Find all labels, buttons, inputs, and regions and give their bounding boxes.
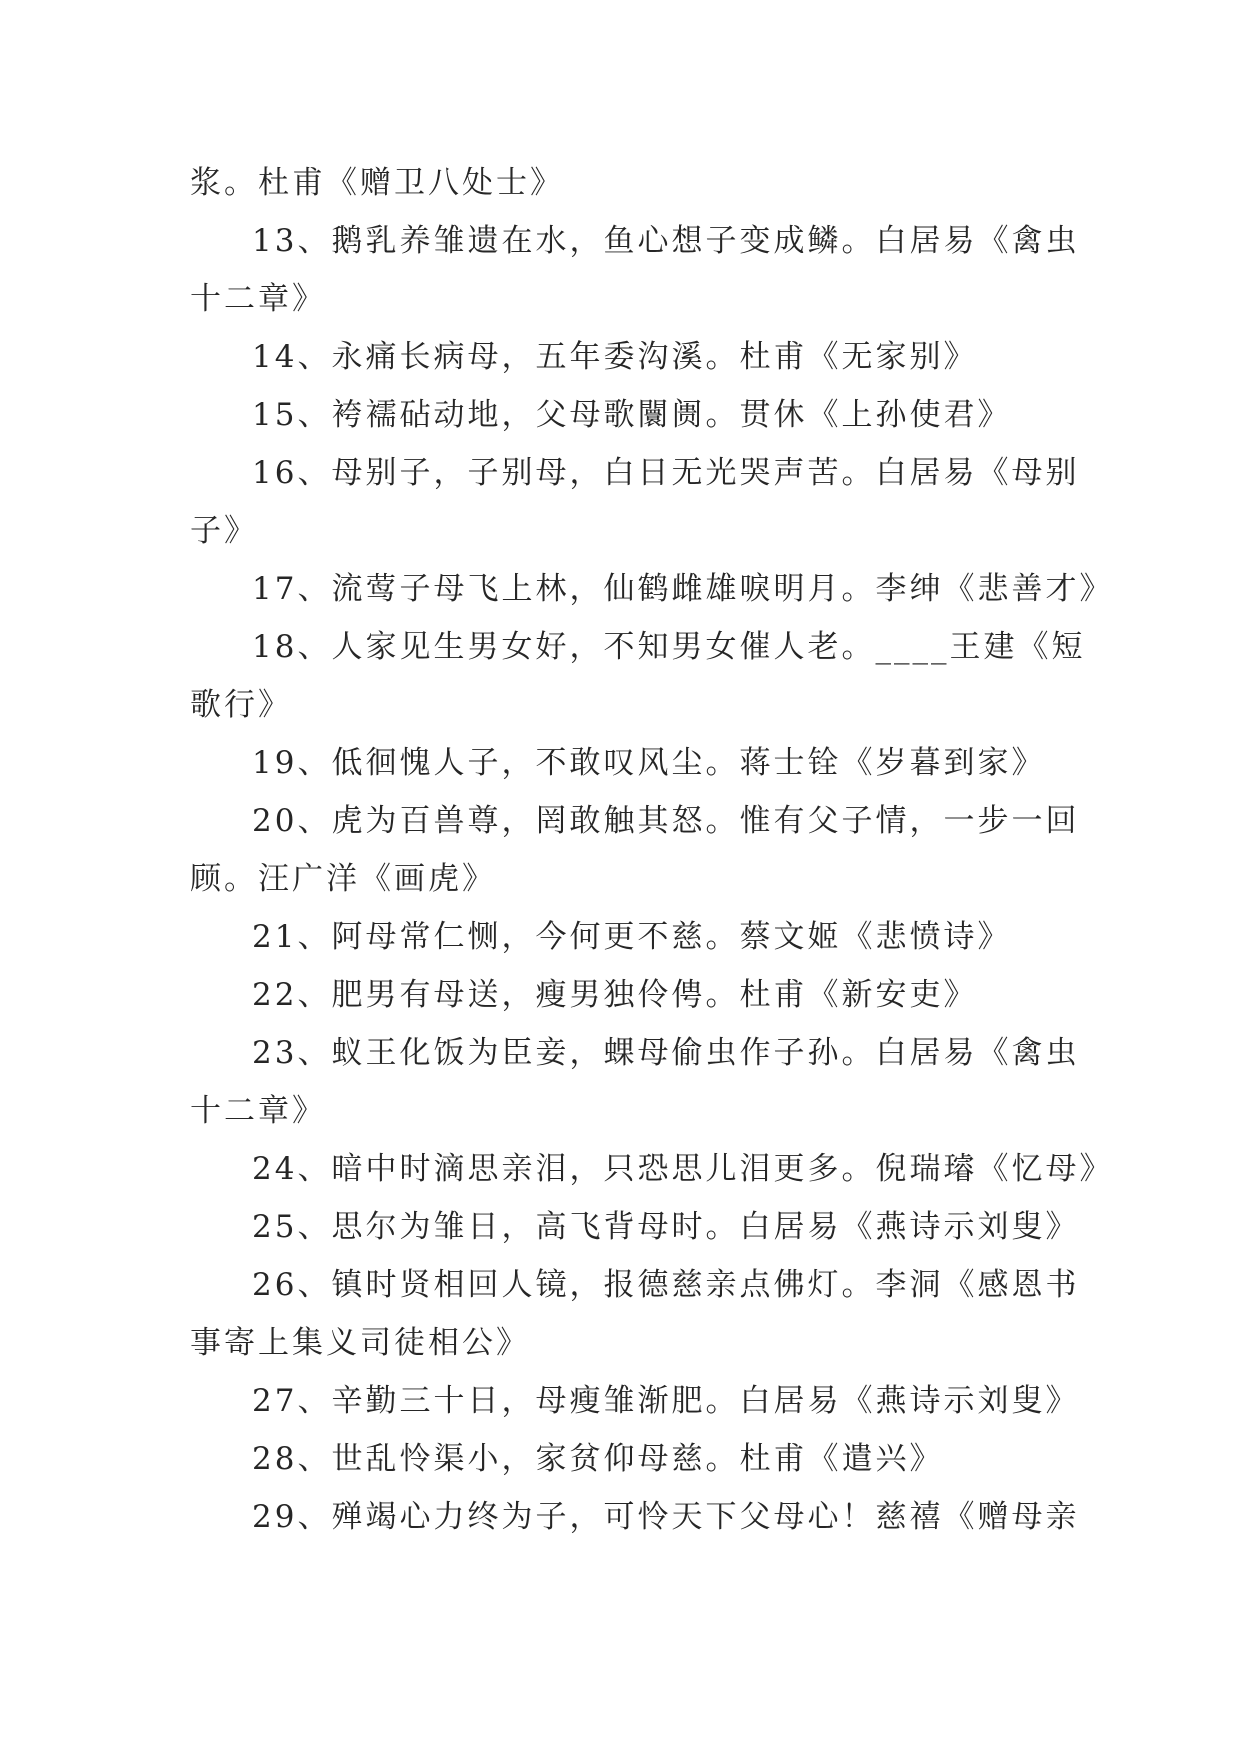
text-line: 18、人家见生男女好，不知男女催人老。____王建《短 [252, 629, 1086, 665]
text-line: 子》 [190, 513, 258, 549]
text-line: 事寄上集义司徒相公》 [190, 1325, 530, 1361]
text-line: 14、永痛长病母，五年委沟溪。杜甫《无家别》 [252, 339, 978, 375]
text-line: 24、暗中时滴思亲泪，只恐思儿泪更多。倪瑞璿《忆母》 [252, 1151, 1114, 1187]
text-line: 歌行》 [190, 687, 292, 723]
text-line: 29、殚竭心力终为子，可怜天下父母心！慈禧《赠母亲 [252, 1499, 1080, 1535]
text-line: 28、世乱怜渠小，家贫仰母慈。杜甫《遣兴》 [252, 1441, 944, 1477]
text-line: 13、鹅乳养雏遗在水，鱼心想子变成鳞。白居易《禽虫 [252, 223, 1080, 259]
text-line: 25、思尔为雏日，高飞背母时。白居易《燕诗示刘叟》 [252, 1209, 1080, 1245]
text-line: 15、袴襦砧动地，父母歌闤阓。贯休《上孙使君》 [252, 397, 1012, 433]
text-line: 16、母别子，子别母，白日无光哭声苦。白居易《母别 [252, 455, 1080, 491]
text-line: 26、镇时贤相回人镜，报德慈亲点佛灯。李洞《感恩书 [252, 1267, 1080, 1303]
text-line: 20、虎为百兽尊，罔敢触其怒。惟有父子情，一步一回 [252, 803, 1080, 839]
text-line: 十二章》 [190, 281, 326, 317]
text-line: 浆。杜甫《赠卫八处士》 [190, 165, 564, 201]
text-line: 23、蚁王化饭为臣妾，蜾母偷虫作子孙。白居易《禽虫 [252, 1035, 1080, 1071]
text-line: 22、肥男有母送，瘦男独伶俜。杜甫《新安吏》 [252, 977, 978, 1013]
text-line: 顾。汪广洋《画虎》 [190, 861, 496, 897]
text-line: 19、低徊愧人子，不敢叹风尘。蒋士铨《岁暮到家》 [252, 745, 1046, 781]
document-body [190, 154, 1114, 1546]
text-line: 21、阿母常仁恻，今何更不慈。蔡文姬《悲愤诗》 [252, 919, 1012, 955]
text-line: 17、流莺子母飞上林，仙鹤雌雄唳明月。李绅《悲善才》 [252, 571, 1114, 607]
text-line: 27、辛勤三十日，母瘦雏渐肥。白居易《燕诗示刘叟》 [252, 1383, 1080, 1419]
text-line: 十二章》 [190, 1093, 326, 1129]
